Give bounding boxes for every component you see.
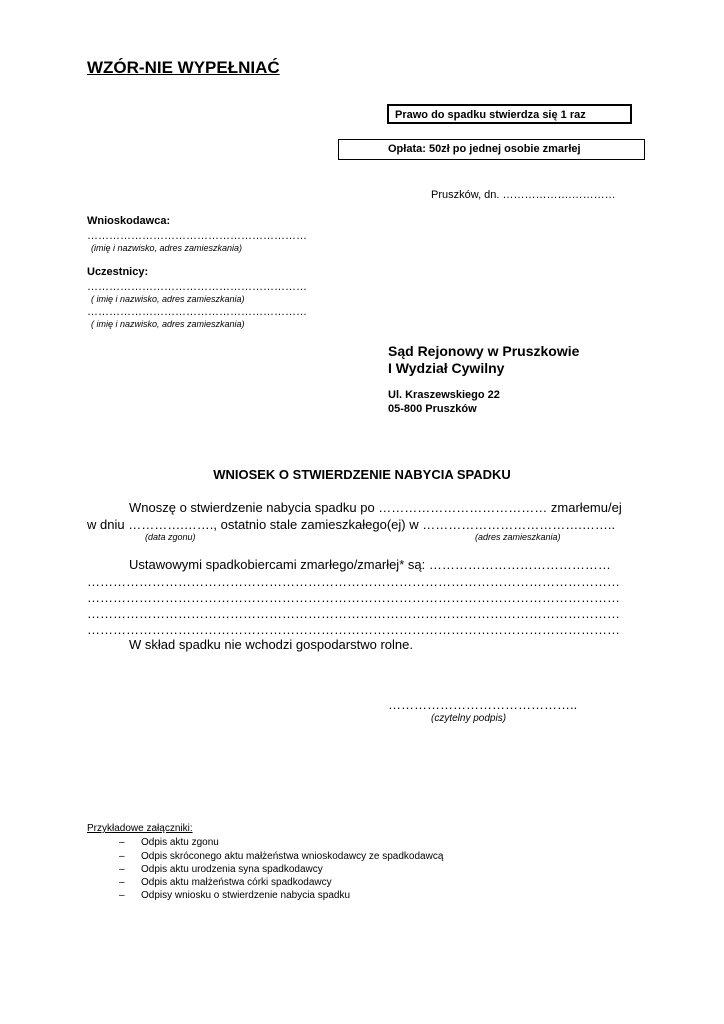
dash-bullet: – [119, 851, 125, 862]
participant1-caption: ( imię i nazwisko, adres zamieszkania) [91, 294, 245, 304]
participants-label: Uczestnicy: [87, 266, 149, 278]
attachments-title: Przykładowe załączniki: [87, 823, 193, 834]
dash-bullet: – [119, 864, 125, 875]
attachment-item [87, 890, 350, 901]
heirs-line: Ustawowymi spadkobiercami zmarłego/zmarłej* są: …………………………………… [129, 557, 611, 572]
attachment-label: Odpis aktu zgonu [141, 837, 219, 848]
attachment-item [87, 837, 219, 848]
signature-caption: (czytelny podpis) [431, 713, 507, 724]
info-box-fee: Opłata: 50zł po jednej osobie zmarłej [338, 139, 645, 160]
applicant-label: Wnioskodawca: [87, 215, 171, 227]
participant1-field: …………………………………………………… [87, 281, 307, 293]
dash-bullet: – [119, 877, 125, 888]
attachment-item [87, 877, 332, 888]
applicant-field: …………………………………………………… [87, 230, 307, 242]
attachment-label: Odpis aktu małżeństwa córki spadkodawcy [141, 877, 332, 888]
heirs-dots-row: …………………………………………………………………………………………………………… [87, 622, 620, 637]
application-heading: WNIOSEK O STWIERDZENIE NABYCIA SPADKU [213, 467, 511, 482]
address-caption: (adres zamieszkania) [475, 532, 561, 542]
attachment-label: Odpis aktu urodzenia syna spadkodawcy [141, 864, 323, 875]
farm-statement: W skład spadku nie wchodzi gospodarstwo rolne. [129, 637, 413, 652]
attachment-label: Odpis skróconego aktu małżeństwa wnioskodawcy ze spadkodawcą [141, 851, 444, 862]
info-box-once: Prawo do spadku stwierdza się 1 raz [387, 104, 632, 124]
court-division: I Wydział Cywilny [388, 360, 505, 376]
place-date: Pruszków, dn. ……………….………… [431, 189, 616, 201]
court-name: Sąd Rejonowy w Pruszkowie [388, 343, 580, 359]
application-line-2: w dniu ………….……., ostatnio stale zamieszkałego(ej) w ……………………………….…….. [87, 517, 616, 532]
attachment-item [87, 864, 323, 875]
signature-field: …………………………………….. [388, 697, 578, 712]
attachment-label: Odpisy wniosku o stwierdzenie nabycia spadku [141, 890, 350, 901]
page-title: WZÓR-NIE WYPEŁNIAĆ [87, 58, 280, 77]
death-date-caption: (data zgonu) [145, 532, 196, 542]
attachment-item [87, 851, 443, 862]
heirs-dots-row: …………………………………………………………………………………………………………… [87, 606, 620, 621]
application-line-1: Wnoszę o stwierdzenie nabycia spadku po ………………………………… zmarłemu/ej [129, 500, 622, 515]
dash-bullet: – [119, 837, 125, 848]
court-street: Ul. Kraszewskiego 22 [388, 389, 500, 401]
participant2-field: …………………………………………………… [87, 306, 307, 318]
participant2-caption: ( imię i nazwisko, adres zamieszkania) [91, 319, 245, 329]
dash-bullet: – [119, 890, 125, 901]
applicant-caption: (imię i nazwisko, adres zamieszkania) [91, 243, 243, 253]
court-city: 05-800 Pruszków [388, 403, 477, 415]
heirs-dots-row: …………………………………………………………………………………………………………… [87, 590, 620, 605]
heirs-dots-row: …………………………………………………………………………………………………………… [87, 574, 620, 589]
